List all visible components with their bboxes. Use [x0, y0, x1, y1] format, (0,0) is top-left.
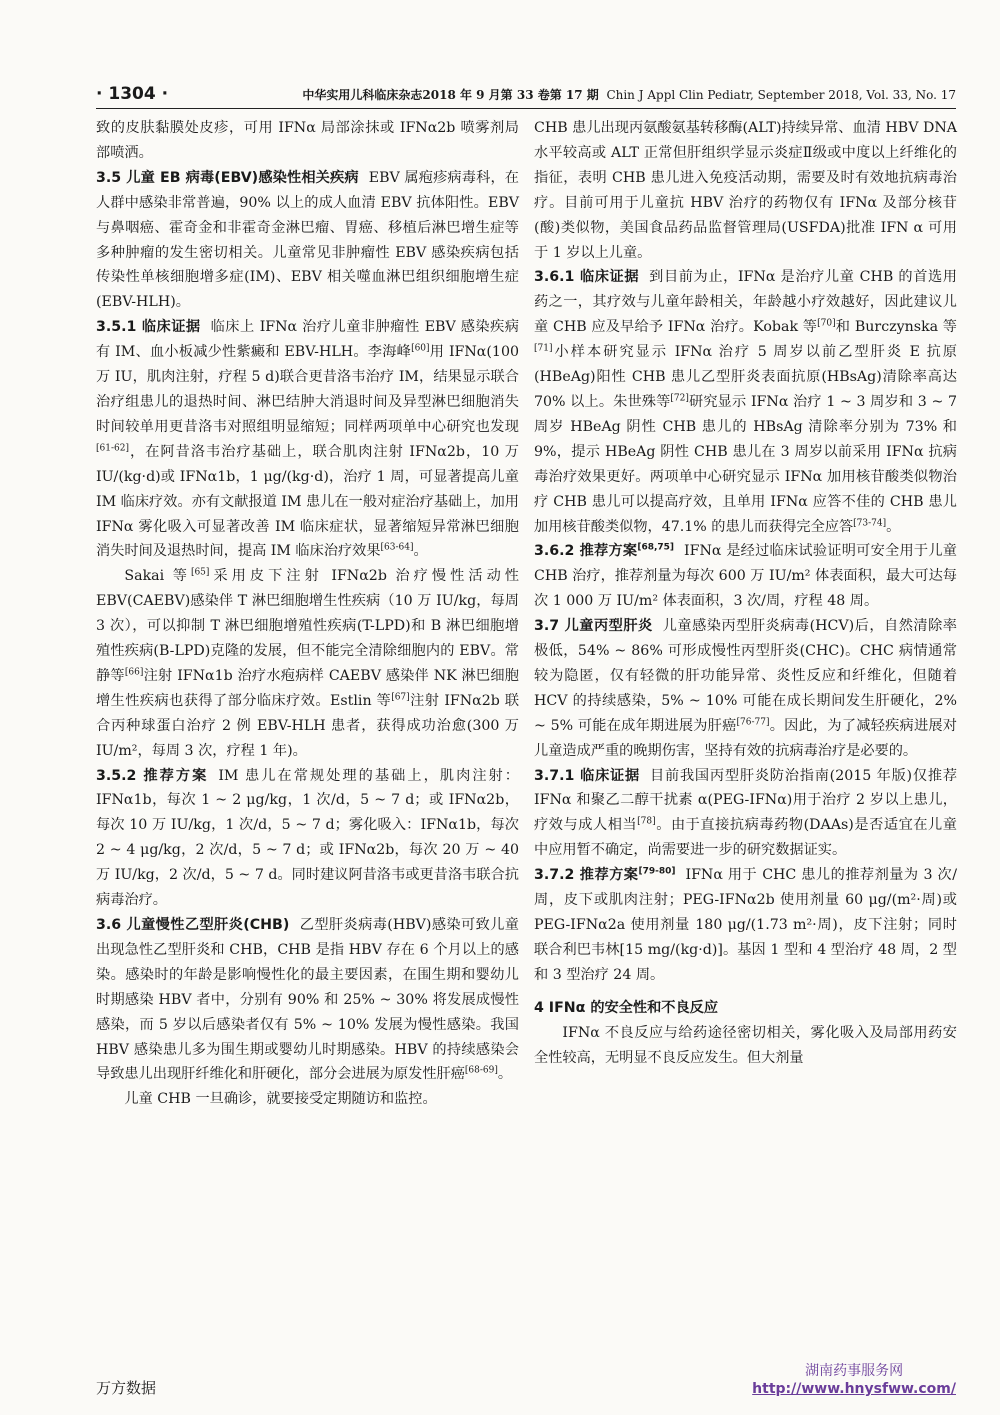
citation: [79-80]: [638, 866, 676, 877]
section-3-5-1-text-d: 。: [413, 543, 428, 560]
section-3-6-2-text: IFNα 是经过临床试验证明可安全用于儿童 CHB 治疗，推荐剂量为每次 600 万 IU/m² 体表面积，最大可达每次 1 000 万 IU/m² 体表面积，3 次/周，疗程 48 周。: [534, 543, 957, 610]
section-3-6-1: [534, 265, 957, 539]
citation: [61-62]: [96, 443, 129, 454]
section-3-6-1-text-e: 。: [886, 518, 901, 535]
right-column: [534, 116, 957, 1070]
section-3-5-1-text-a: 临床上 IFNα 治疗儿童非肿瘤性 EBV 感染疾病有 IM、血小板减少性紫癜和 EBV-HLH。李海峰: [96, 319, 519, 361]
section-3-5-1-text-b: 用 IFNα(100 万 IU，肌肉注射，疗程 5 d)联合更昔洛韦治疗 IM，结果显示联合治疗组患儿的退热时间、淋巴结肿大消退时间及异型淋巴细胞消失时间较单用更昔洛韦对照组明显缩短；同样两项单中心研究也发现: [96, 344, 519, 435]
paragraph-chb: 儿童 CHB 一旦确诊，就要接受定期随访和监控。: [124, 1091, 437, 1108]
heading-3-7-2-label: 3.7.2 推荐方案: [534, 867, 639, 884]
heading-3-6-2: [534, 543, 674, 559]
section-3-7-2-text: IFNα 用于 CHC 患儿的推荐剂量为 3 次/周，皮下或肌肉注射；PEG-IFNα2b 使用剂量 60 μg/(m²·周)或 PEG-IFNα2a 使用剂量 180 μg/(1.73 m²·周)，皮下注射；同时联合利巴韦林[15 mg/(kg·d)]。基因 1 型和 4 型治疗 48 周，2 型和 3 型治疗 24 周。: [534, 867, 957, 983]
citation: [73-74]: [853, 517, 887, 528]
citation: [63-64]: [380, 542, 414, 553]
journal-issue: 2018 年 9 月第 33 卷第 17 期: [422, 88, 599, 102]
left-column: [96, 116, 519, 1112]
footer-wanfang: 万方数据: [96, 1379, 157, 1397]
citation: [68-69]: [464, 1065, 498, 1076]
citation: [71]: [534, 343, 553, 354]
section-4-heading: [534, 996, 957, 1021]
citation: [65]: [190, 567, 210, 578]
heading-3-5-1: 3.5.1 临床证据: [96, 319, 201, 336]
sakai-text-b: 采用皮下注射 IFNα2b 治疗慢性活动性 EBV(CAEBV)感染伴 T 淋巴细胞增生性疾病（10 万 IU/kg，每周 3 次），可以抑制 T 淋巴细胞增殖性疾病(T-LPD)和 B 淋巴细胞增殖性疾病(B-LPD)克隆的发展，但不能完全清除细胞内的 EBV。常静等: [96, 568, 519, 684]
section-3-7-text-a: 儿童感染丙型肝炎病毒(HCV)后，自然清除率极低，54% ~ 86% 可形成慢性丙型肝炎(CHC)。CHC 病情通常较为隐匿，仅有轻微的肝功能异常、炎性反应和纤维化，但随着 HCV 的持续感染，5% ~ 10% 可能在成长期间发生肝硬化，2% ~ 5% 可能在成年期进展为肝癌: [534, 618, 957, 734]
heading-3-6-2-label: 3.6.2 推荐方案: [534, 543, 638, 560]
citation: [78]: [637, 816, 656, 827]
section-3-6-1-text-d: 研究显示 IFNα 治疗 1 ~ 3 周岁和 3 ~ 7 周岁 HBeAg 阴性 CHB 患儿的 HBsAg 清除率分别为 73% 和 9%，提示 HBeAg 阴性 CHB 患儿在 3 周岁以前采用 IFNα 抗病毒治疗效果更好。两项单中心研究显示 IFNα 加用核苷酸类似物治疗 CHB 患儿可以提高疗效，且单用 IFNα 应答不佳的 CHB 患儿加用核苷酸类似物，47.1% 的患儿而获得完全应答: [534, 393, 958, 535]
section-3-7: [534, 614, 957, 763]
section-3-5-1: [96, 315, 519, 564]
section-3-6-text-a: 乙型肝炎病毒(HBV)感染可致儿童出现急性乙型肝炎和 CHB，CHB 是指 HBV 存在 6 个月以上的感染。感染时的年龄是影响慢性化的最主要因素，在围生期和婴幼儿时期感染 HBV 者中，分别有 90% 和 25% ~ 30% 将发展成慢性感染，而 5 岁以后感染者仅有 5% ~ 10% 发展为慢性感染。我国 HBV 感染患儿多为围生期或婴幼儿时期感染。HBV 的持续感染会导致患儿出现肝纤维化和肝硬化，部分会进展为原发性肝癌: [96, 917, 519, 1083]
section-3-7-2: [534, 863, 957, 988]
paragraph-continued: 致的皮肤黏膜处皮疹，可用 IFNα 局部涂抹或 IFNα2b 喷雾剂局部喷洒。: [96, 120, 519, 161]
journal-name-en: Chin J Appl Clin Pediatr, September 2018, Vol. 33, No. 17: [606, 88, 956, 102]
header-rule: [96, 108, 956, 109]
paragraph-continued: CHB 患儿出现丙氨酸氨基转移酶(ALT)持续异常、血清 HBV DNA 水平较高或 ALT 正常但肝组织学显示炎症Ⅱ级或中度以上纤维化的指征，表明 CHB 患儿进入免疫活动期，需要及时有效地抗病毒治疗。目前可用于儿童抗 HBV 治疗的药物仅有 IFNα 及部分核苷(酸)类似物，美国食品药品监督管理局(USFDA)批准 IFN α 可用于 1 岁以上儿童。: [534, 120, 957, 261]
citation: [72]: [670, 393, 689, 404]
citation: [60]: [411, 343, 430, 354]
page-header: [96, 84, 956, 108]
heading-3-5-2: 3.5.2 推荐方案: [96, 767, 209, 784]
section-3-6: [96, 913, 519, 1087]
section-3-7-1-text-b: 。由于直接抗病毒药物(DAAs)是否适宜在儿童中应用暂不确定，尚需要进一步的研究数据证实。: [534, 817, 957, 859]
section-3-5-2: [96, 764, 519, 913]
citation: [66]: [124, 667, 144, 678]
citation: [76-77]: [736, 717, 770, 728]
journal-title: [302, 86, 956, 103]
sakai-text-d: 注射 IFNα2b 联合丙种球蛋白治疗 2 例 EBV-HLH 患者，获得成功治愈(300 万 IU/m²，每周 3 次，疗程 1 年)。: [96, 692, 520, 759]
section-3-5-text: EBV 属疱疹病毒科，在人群中感染非常普遍，90% 以上的成人血清 EBV 抗体阳性。EBV 与鼻咽癌、霍奇金和非霍奇金淋巴瘤、胃癌、移植后淋巴增生症等多种肿瘤的发生密切相关。儿童常见非肿瘤性 EBV 感染疾病包括传染性单核细胞增多症(IM)、EBV 相关噬血淋巴组织细胞增生症(EBV-HLH)。: [96, 169, 519, 311]
sakai-text-a: Sakai 等: [124, 568, 191, 585]
section-3-6-2: [534, 539, 957, 614]
heading-3-6: 3.6 儿童慢性乙型肝炎(CHB): [96, 917, 290, 933]
heading-3-7-1: 3.7.1 临床证据: [534, 767, 641, 784]
citation: [68,75]: [637, 542, 675, 553]
section-3-6-1-text-b: 和 Burczynska 等: [835, 319, 957, 336]
section-3-6-1-text-a: 到目前为止，IFNα 是治疗儿童 CHB 的首选用药之一，其疗效与儿童年龄相关，年龄越小疗效越好，因此建议儿童 CHB 应及早给予 IFNα 治疗。Kobak 等: [534, 269, 957, 336]
section-3-5-1-text-c: ，在阿昔洛韦治疗基础上，联合肌肉注射 IFNα2b，10 万 IU/(kg·d)或 IFNα1b，1 μg/(kg·d)，治疗 1 周，可显著提高儿童 IM 临床疗效。亦有文献报道 IM 患儿在一般对症治疗基础上，加用 IFNα 雾化吸入可显著改善 IM 临床症状，显著缩短异常淋巴细胞消失时间及退热时间，提高 IM 临床治疗效果: [96, 443, 519, 560]
section-3-7-text-b: 。因此，为了减轻疾病进展对儿童造成严重的晚期伤害，坚持有效的抗病毒治疗是必要的。: [534, 717, 957, 759]
citation: [67]: [391, 692, 410, 703]
section-3-6-1-text-c: 小样本研究显示 IFNα 治疗 5 周岁以前乙型肝炎 E 抗原(HBeAg)阳性 CHB 患儿乙型肝炎表面抗原(HBsAg)清除率高达 70% 以上。朱世殊等: [534, 344, 957, 410]
footer-watermark: [752, 1362, 956, 1398]
heading-3-6-1: 3.6.1 临床证据: [534, 269, 640, 286]
watermark-name: 湖南药事服务网: [805, 1363, 904, 1379]
journal-name-cn: 中华实用儿科临床杂志: [302, 88, 423, 102]
page-number: · 1304 ·: [96, 84, 169, 104]
section-4-text: IFNα 不良反应与给药途径密切相关，雾化吸入及局部用药安全性较高，无明显不良反应发生。但大剂量: [534, 1024, 957, 1066]
section-3-7-1-text-a: 目前我国丙型肝炎防治指南(2015 年版)仅推荐 IFNα 和聚乙二醇干扰素 α(PEG-IFNα)用于治疗 2 岁以上患儿，疗效与成人相当: [534, 767, 958, 834]
section-3-5-2-text: IM 患儿在常规处理的基础上，肌肉注射：IFNα1b，每次 1 ~ 2 μg/kg，1 次/d，5 ~ 7 d；或 IFNα2b，每次 10 万 IU/kg，1 次/d，5 ~ 7 d；雾化吸入：IFNα1b，每次 2 ~ 4 μg/kg，2 次/d，5 ~ 7 d；或 IFNα2b，每次 20 万 ~ 40 万 IU/kg，2 次/d，5 ~ 7 d。同时建议阿昔洛韦或更昔洛韦联合抗病毒治疗。: [96, 767, 519, 909]
paragraph-sakai: [96, 564, 519, 763]
heading-3-7-2: [534, 867, 675, 883]
section-3-6-text-b: 。: [497, 1066, 513, 1083]
section-3-7-1: [534, 764, 957, 864]
heading-4: 4 IFNα 的安全性和不良反应: [534, 999, 719, 1016]
sakai-text-c: 注射 IFNα1b 治疗水疱病样 CAEBV 感染伴 NK 淋巴细胞增生性疾病也获得了部分临床疗效。Estlin 等: [96, 667, 519, 709]
heading-3-7: 3.7 儿童丙型肝炎: [534, 618, 653, 635]
section-3-5: [96, 166, 519, 315]
watermark-url[interactable]: http://www.hnysfww.com/: [752, 1381, 956, 1397]
heading-3-5: 3.5 儿童 EB 病毒(EBV)感染性相关疾病: [96, 169, 359, 186]
citation: [70]: [817, 318, 836, 329]
